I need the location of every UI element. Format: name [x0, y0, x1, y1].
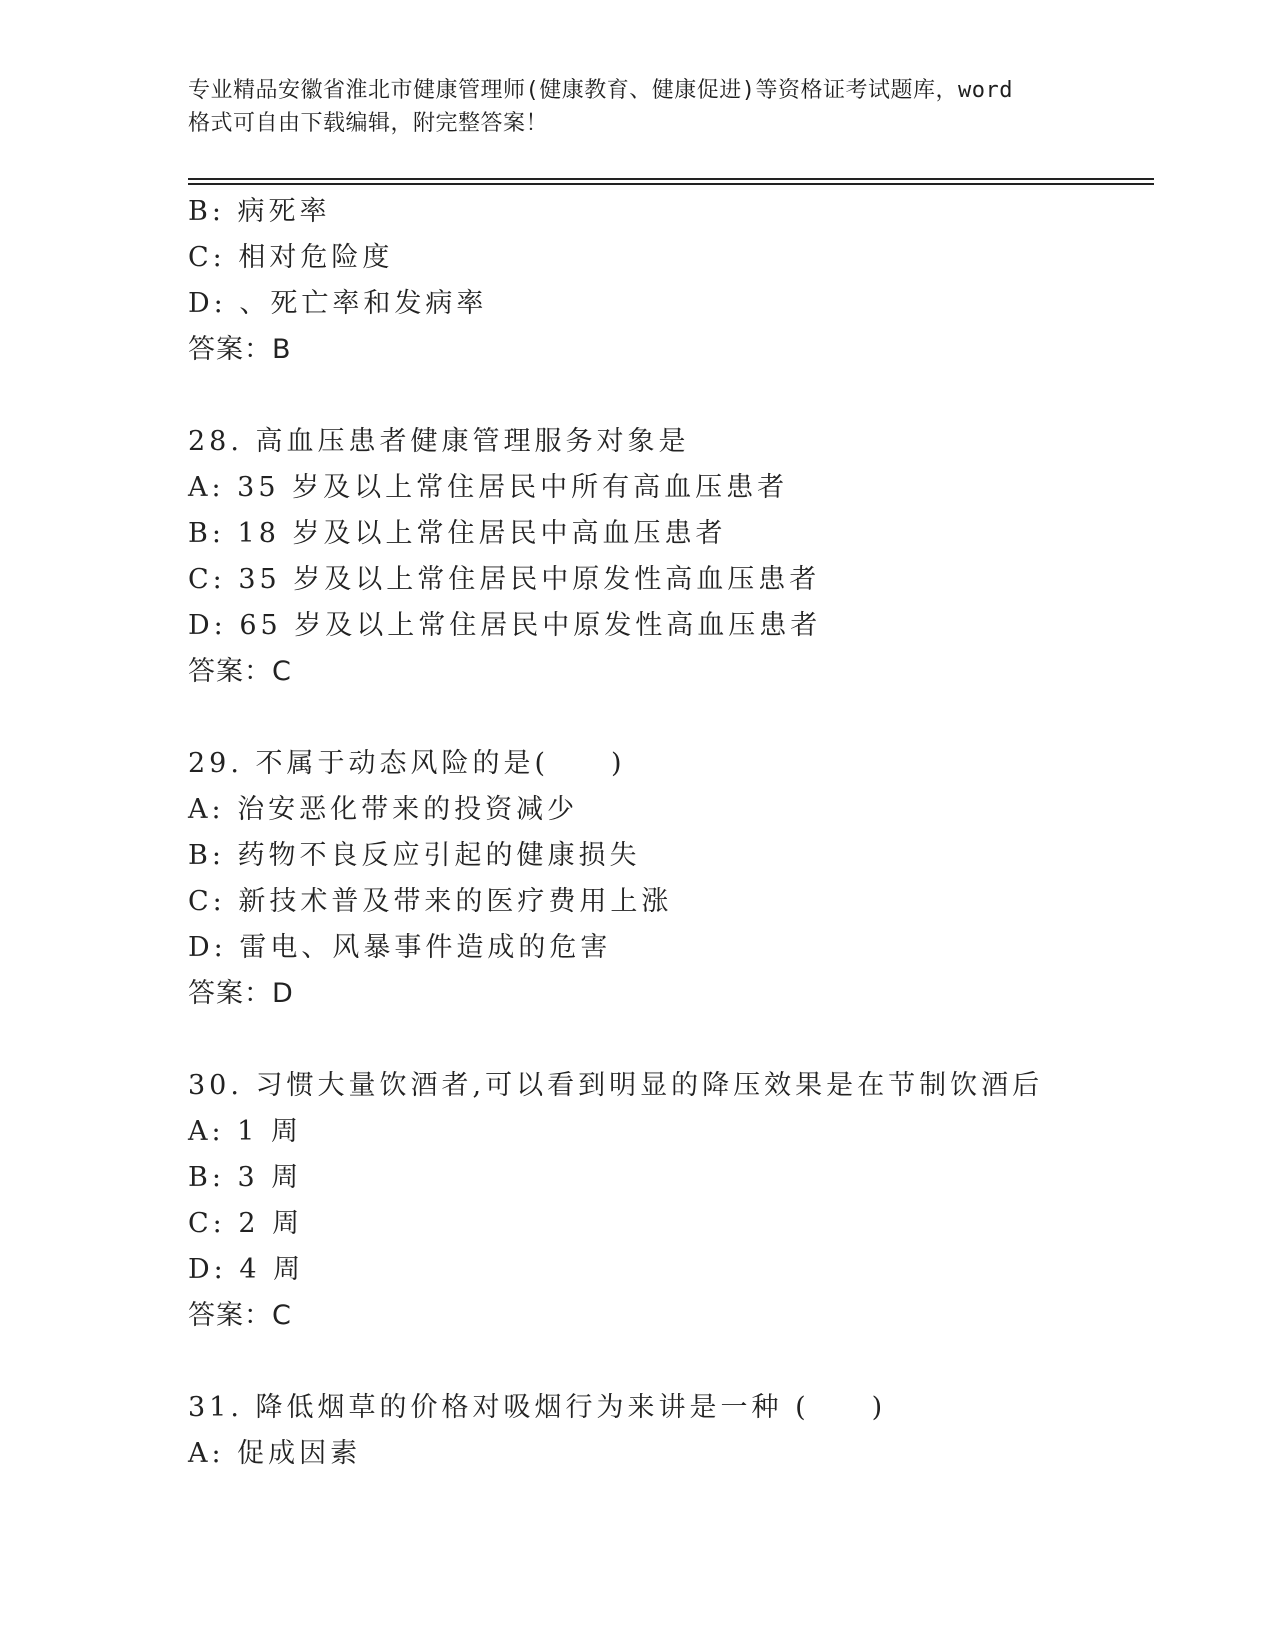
option-a: A: 1 周	[188, 1116, 302, 1147]
option-c: C: 2 周	[188, 1208, 304, 1239]
question-text: 31. 降低烟草的价格对吸烟行为来讲是一种 ( )	[188, 1392, 887, 1423]
option-a: A: 35 岁及以上常住居民中所有高血压患者	[188, 472, 789, 503]
spacer	[188, 1339, 1188, 1385]
option-b: B: 病死率	[188, 196, 331, 227]
spacer	[188, 1017, 1188, 1063]
question-29	[188, 741, 1188, 1017]
option-b: B: 18 岁及以上常住居民中高血压患者	[188, 518, 727, 549]
answer: 答案：B	[188, 334, 292, 365]
answer: 答案：C	[188, 1300, 292, 1331]
option-a: A: 促成因素	[188, 1438, 362, 1469]
option-d: D: 4 周	[188, 1254, 305, 1285]
option-c: C: 相对危险度	[188, 242, 394, 273]
header-line-2: 格式可自由下载编辑，附完整答案！	[188, 111, 549, 136]
option-b: B: 药物不良反应引起的健康损失	[188, 840, 641, 871]
header-divider-bottom	[188, 183, 1154, 185]
answer: 答案：D	[188, 978, 294, 1009]
option-b: B: 3 周	[188, 1162, 303, 1193]
spacer	[188, 695, 1188, 741]
option-a: A: 治安恶化带来的投资减少	[188, 794, 579, 825]
answer: 答案：C	[188, 656, 292, 687]
option-c: C: 35 岁及以上常住居民中原发性高血压患者	[188, 564, 821, 595]
question-27-tail	[188, 189, 1188, 373]
question-31	[188, 1385, 1188, 1477]
option-d: D: 、死亡率和发病率	[188, 288, 488, 319]
option-d: D: 65 岁及以上常住居民中原发性高血压患者	[188, 610, 822, 641]
question-text: 29. 不属于动态风险的是( )	[188, 748, 626, 779]
document-header	[188, 74, 1088, 140]
question-list	[188, 189, 1188, 1477]
question-28	[188, 419, 1188, 695]
spacer	[188, 373, 1188, 419]
option-d: D: 雷电、风暴事件造成的危害	[188, 932, 612, 963]
question-text: 28. 高血压患者健康管理服务对象是	[188, 426, 690, 457]
header-line-1: 专业精品安徽省淮北市健康管理师(健康教育、健康促进)等资格证考试题库，word	[188, 78, 1013, 103]
question-30	[188, 1063, 1188, 1339]
question-text: 30. 习惯大量饮酒者,可以看到明显的降压效果是在节制饮酒后	[188, 1070, 1044, 1101]
option-c: C: 新技术普及带来的医疗费用上涨	[188, 886, 673, 917]
header-divider-top	[188, 178, 1154, 180]
